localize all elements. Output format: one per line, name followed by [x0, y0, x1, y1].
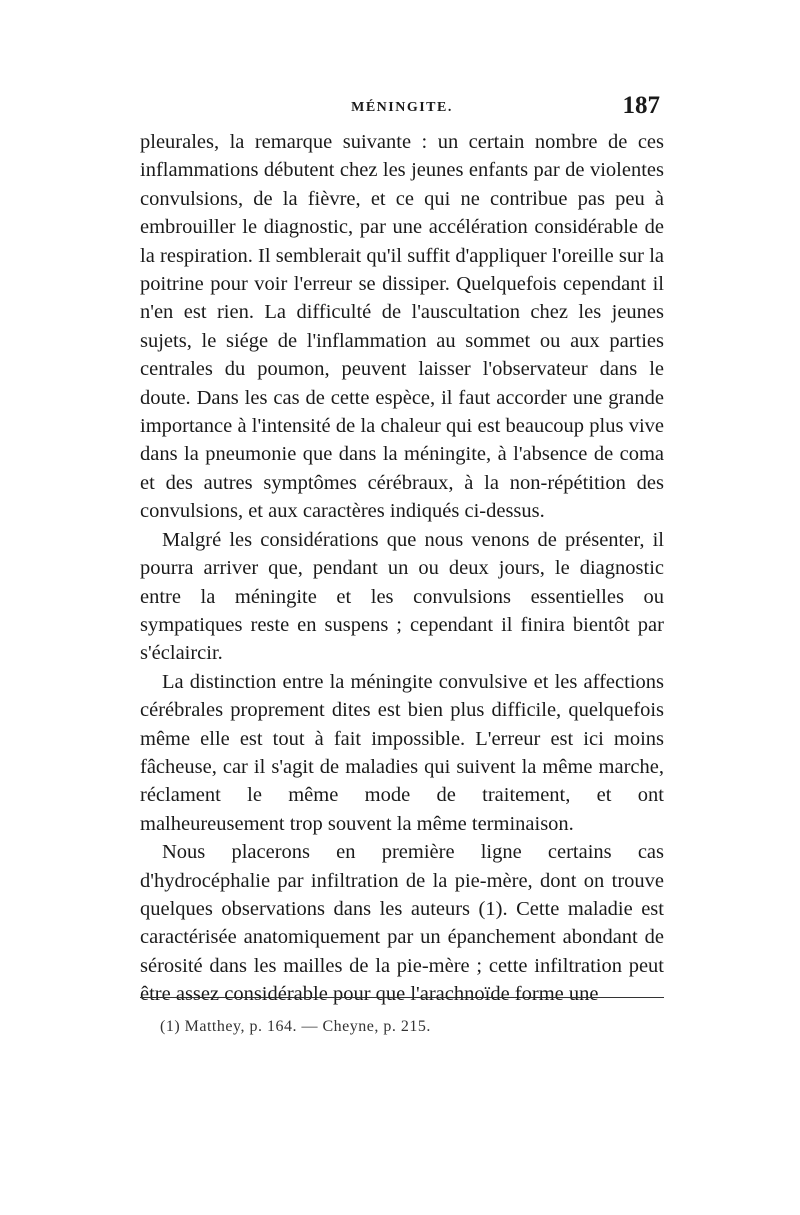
- footnote-rule: [140, 997, 664, 998]
- paragraph-continuation: pleurales, la remarque suivante : un certain nombre de ces inflammations débutent chez les jeunes enfants par de violentes convulsions, de la fièvre, et ce qui ne contribue pas peu à embrouiller le diagnostic, par une accélération considérable de la respiration. Il semblerait qu'il suffit d'appliquer l'oreille sur la poitrine pour voir l'erreur se dissiper. Quelquefois cependant il n'en est rien. La difficulté de l'auscultation chez les jeunes sujets, le siége de l'inflammation au sommet ou aux parties centrales du poumon, peuvent laisser l'observateur dans le doute. Dans les cas de cette espèce, il faut accorder une grande importance à l'intensité de la chaleur qui est beaucoup plus vive dans la pneumonie que dans la méningite, à l'absence de coma et des autres symptômes cérébraux, à la non-répétition des convulsions, et aux caractères indiqués ci-dessus.: [140, 131, 664, 523]
- footnote: (1) Matthey, p. 164. — Cheyne, p. 215.: [160, 1018, 431, 1035]
- paragraph-hydrocephalie: Nous placerons en première ligne certains cas d'hydrocéphalie par infiltration de la pie-mère, dont on trouve quelques observations dans les auteurs (1). Cette maladie est caractérisée anatomiquement par un épanchement abondant de sérosité dans les mailles de la pie-mère ; cette infiltration peut être assez considérable pour que l'arachnoïde forme une: [140, 841, 664, 1006]
- paragraph-diagnostic-delay: Malgré les considérations que nous venons de présenter, il pourra arriver que, pendant un ou deux jours, le diagnostic entre la méningite et les convulsions essentielles ou sympatiques reste en suspens ; cependant il finira bientôt par s'éclaircir.: [140, 528, 664, 665]
- page-number: 187: [622, 92, 660, 119]
- running-title: MÉNINGITE.: [351, 100, 453, 115]
- running-head: [140, 92, 664, 124]
- paragraph-distinction: La distinction entre la méningite convulsive et les affections cérébrales proprement dites est bien plus difficile, quelquefois même elle est tout à fait impossible. L'erreur est ici moins fâcheuse, car il s'agit de maladies qui suivent la même marche, réclament le même mode de traitement, et ont malheureusement trop souvent la même terminaison.: [140, 670, 664, 835]
- body-text: [140, 128, 664, 1009]
